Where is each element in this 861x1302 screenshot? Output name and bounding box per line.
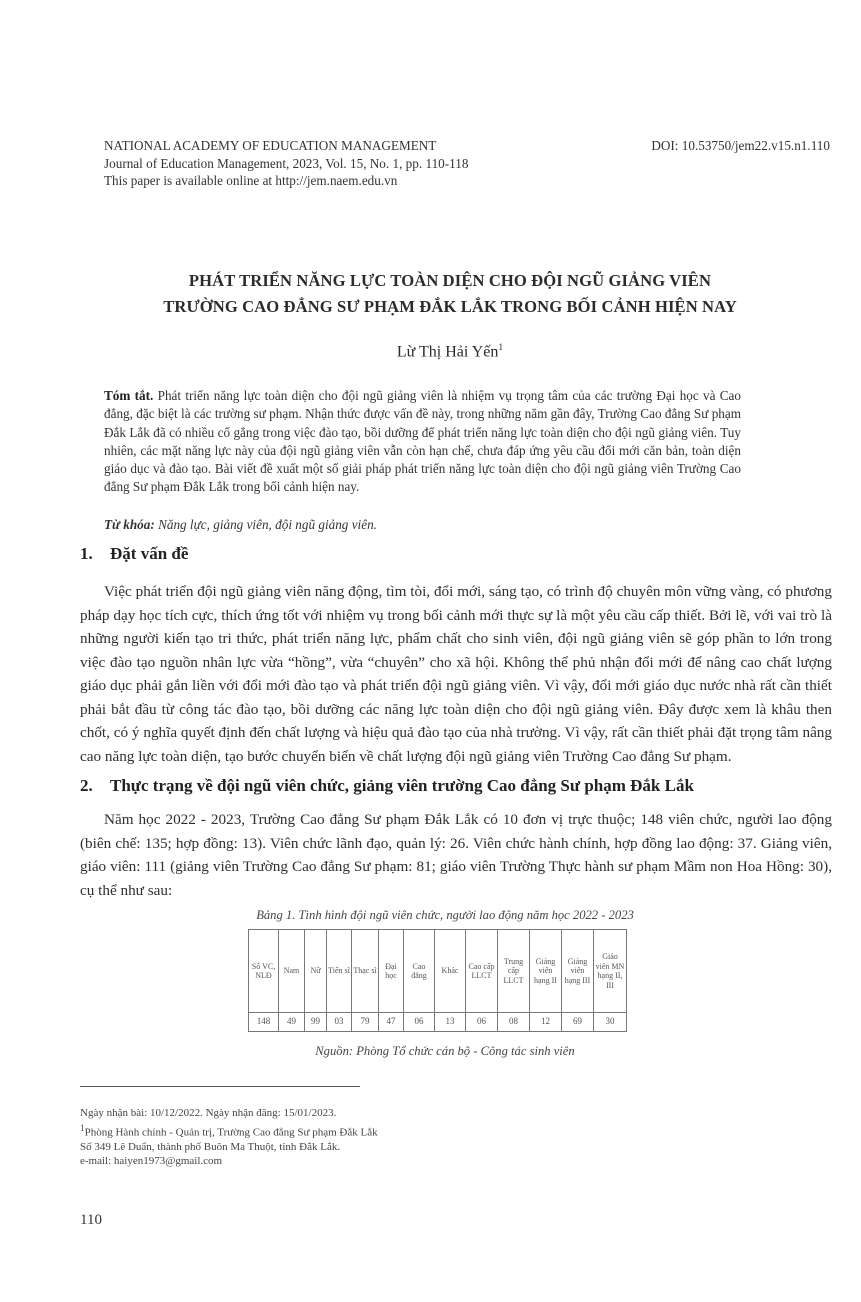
table-cell: 79	[352, 1013, 379, 1032]
footnotes	[80, 1106, 640, 1169]
table-cell: 13	[435, 1013, 466, 1032]
article-title	[80, 268, 820, 320]
table-header-row	[249, 930, 627, 1013]
section-2-title: Thực trạng về đội ngũ viên chức, giảng viên trường Cao đẳng Sư phạm Đắk Lắk	[110, 776, 694, 795]
doi-label: DOI: 10.53750/jem22.v15.n1.110	[651, 138, 830, 153]
section-2-heading	[80, 776, 694, 796]
table-header-cell: Giáo viên MN hạng II, III	[594, 930, 627, 1013]
table-header-cell: Cao đẳng	[404, 930, 435, 1013]
table-header-cell: Tiến sĩ	[327, 930, 352, 1013]
section-2-paragraph: Năm học 2022 - 2023, Trường Cao đẳng Sư phạm Đắk Lắk có 10 đơn vị trực thuộc; 148 viên chức, người lao động (biên chế: 135; hợp đồng: 13). Viên chức lãnh đạo, quản lý: 26. Viên chức hành chính, hợp đồng lao động: 37. Giảng viên, giáo viên: 111 (giảng viên Trường Cao đẳng Sư phạm: 81; giáo viên Trường Thực hành sư phạm Mầm non Hoa Hồng: 30), cụ thể như sau:	[80, 811, 832, 899]
footnote-affiliation: Phòng Hành chính - Quản trị, Trường Cao đẳng Sư phạm Đắk Lắk	[84, 1126, 378, 1139]
author-line	[80, 343, 820, 361]
footnote-dates: Ngày nhận bài: 10/12/2022. Ngày nhận đăng: 15/01/2023.	[80, 1107, 337, 1119]
footnote-divider	[80, 1086, 360, 1087]
table-cell: 06	[404, 1013, 435, 1032]
table-cell: 12	[530, 1013, 562, 1032]
table-cell: 08	[498, 1013, 530, 1032]
table-header-cell: Giảng viên hạng III	[562, 930, 594, 1013]
page-number: 110	[80, 1212, 102, 1228]
journal-header	[104, 137, 830, 190]
section-1-heading	[80, 544, 188, 564]
abstract-text: Phát triển năng lực toàn diện cho đội ngũ giảng viên là nhiệm vụ trọng tâm của các trường Đại học và Cao đẳng, đặc biệt là các trường sư phạm. Nhận thức được vấn đề này, trong những năm gần đây, Trường Cao đẳng Sư phạm Đắk Lắk đã có nhiều cố gắng trong việc đào tạo, bồi dưỡng để phát triển năng lực toàn diện cho đội ngũ giảng viên. Tuy nhiên, các mặt năng lực này của đội ngũ giảng viên vẫn còn hạn chế, chưa đáp ứng yêu cầu đổi mới căn bản, toàn diện giáo dục và đào tạo. Bài viết đề xuất một số giải pháp phát triển năng lực toàn diện cho đội ngũ giảng viên Trường Cao đẳng Sư phạm Đắk Lắk trong bối cảnh hiện nay.	[104, 388, 741, 495]
table-cell: 30	[594, 1013, 627, 1032]
keywords-label: Từ khóa:	[104, 517, 155, 532]
table-source: Nguồn: Phòng Tổ chức cán bộ - Công tác sinh viên	[315, 1044, 575, 1058]
title-line-1: PHÁT TRIỂN NĂNG LỰC TOÀN DIỆN CHO ĐỘI NGŨ GIẢNG VIÊN	[188, 271, 712, 290]
table-header-cell: Cao cấp LLCT	[466, 930, 498, 1013]
table-header-cell: Trung cấp LLCT	[498, 930, 530, 1013]
table-cell: 06	[466, 1013, 498, 1032]
section-1-title: Đặt vấn đề	[110, 544, 189, 563]
section-2-number: 2.	[80, 776, 93, 795]
table-row	[249, 1013, 627, 1032]
availability-note: This paper is available online at http://jem.naem.edu.vn	[104, 173, 398, 188]
table-cell: 47	[379, 1013, 404, 1032]
table-header-cell: Giảng viên hạng II	[530, 930, 562, 1013]
abstract-label: Tóm tắt.	[104, 388, 154, 403]
footnote-email: e-mail: haiyen1973@gmail.com	[80, 1155, 223, 1168]
table-header-cell: Số VC, NLĐ	[249, 930, 279, 1013]
section-1-paragraph: Việc phát triển đội ngũ giảng viên năng động, tìm tòi, đổi mới, sáng tạo, có trình độ chuyên môn vững vàng, có phương pháp dạy học tích cực, thích ứng tốt với nhiệm vụ trong bối cảnh mới thực sự là một yêu cầu cấp thiết. Bởi lẽ, với vai trò là những người kiến tạo tri thức, phát triển năng lực, phẩm chất cho sinh viên, đội ngũ giảng viên sẽ góp phần to lớn trong việc đào tạo nguồn nhân lực vừa “hồng”, vừa “chuyên” cho xã hội. Không thể phủ nhận đổi mới để nâng cao chất lượng giáo dục phải gắn liền với đổi mới đào tạo và phát triển đội ngũ giảng viên. Vì vậy, đổi mới giáo dục nước nhà rất cần thiết phải bắt đầu từ công tác đào tạo, bồi dưỡng các năng lực toàn diện cho đội ngũ giảng viên. Đây được xem là khâu then chốt, có ý nghĩa quyết định đến chất lượng và hiệu quả đào tạo của nhà trường. Vì vậy, rất cần thiết phải đặt trọng tâm nâng cao năng lực toàn diện, tạo bước chuyển biến về chất lượng đội ngũ giảng viên Trường Cao đẳng Sư phạm.	[80, 583, 832, 765]
table-header-cell: Khác	[435, 930, 466, 1013]
table-cell: 69	[562, 1013, 594, 1032]
footnote-address: Số 349 Lê Duẩn, thành phố Buôn Ma Thuột, tỉnh Đắk Lắk.	[80, 1140, 341, 1153]
abstract	[104, 387, 741, 497]
table-header-cell: Nam	[279, 930, 305, 1013]
table-cell: 148	[249, 1013, 279, 1032]
section-1-number: 1.	[80, 544, 93, 563]
footnote-affiliation-mark: 1	[80, 1122, 85, 1133]
keywords	[104, 517, 741, 533]
staff-table	[248, 929, 627, 1032]
publisher-name: NATIONAL ACADEMY OF EDUCATION MANAGEMENT	[104, 138, 437, 153]
table-header-cell: Nữ	[305, 930, 327, 1013]
table-cell: 99	[305, 1013, 327, 1032]
title-line-2: TRƯỜNG CAO ĐẲNG SƯ PHẠM ĐẮK LẮK TRONG BỐI CẢNH HIỆN NAY	[163, 297, 737, 316]
table-caption: Bảng 1. Tình hình đội ngũ viên chức, người lao động năm học 2022 - 2023	[256, 908, 634, 922]
footnote-affiliation-line	[80, 1121, 640, 1140]
section-1-body	[80, 580, 832, 768]
journal-citation: Journal of Education Management, 2023, Vol. 15, No. 1, pp. 110-118	[104, 155, 469, 171]
table-cell: 49	[279, 1013, 305, 1032]
keywords-text: Năng lực, giảng viên, đội ngũ giảng viên.	[154, 517, 377, 532]
table-header-cell: Thạc sĩ	[352, 930, 379, 1013]
table-header-cell: Đại học	[379, 930, 404, 1013]
section-2-body	[80, 808, 832, 902]
author-affiliation-mark: 1	[498, 343, 504, 353]
table-cell: 03	[327, 1013, 352, 1032]
author-name: Lừ Thị Hải Yến	[396, 343, 499, 361]
